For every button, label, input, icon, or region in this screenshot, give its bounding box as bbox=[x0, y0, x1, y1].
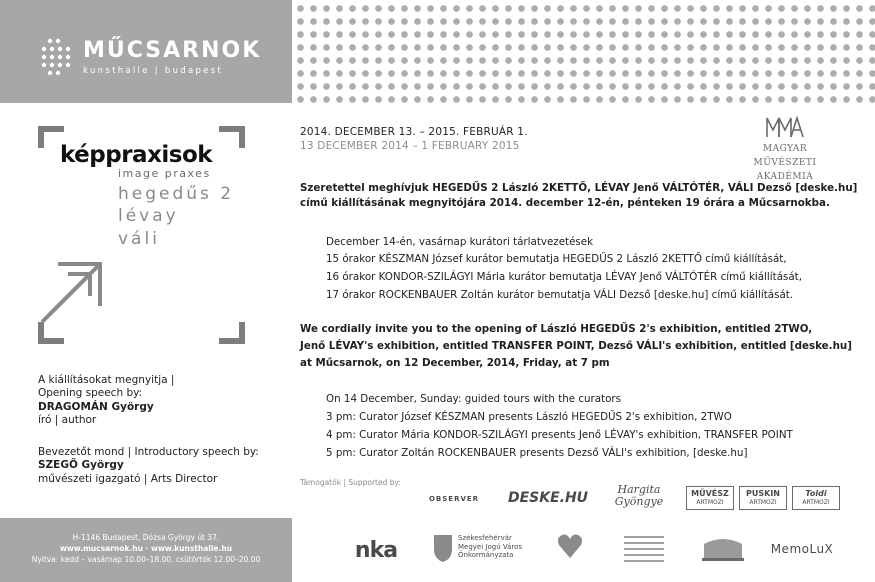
sponsor-city-line-1: Székesfehérvár bbox=[458, 534, 512, 542]
sponsor-muvesz-text: MŰVÉSZ bbox=[691, 489, 729, 498]
sponsor-deske-logo bbox=[507, 486, 589, 510]
exhibition-subtitle: image praxes bbox=[118, 167, 211, 180]
logo-subtitle: kunsthalle | budapest bbox=[83, 66, 224, 76]
artist-name: hegedűs 2 bbox=[118, 184, 235, 204]
dot-pattern-banner bbox=[292, 0, 875, 103]
sponsor-observer-text: OBSERVER bbox=[428, 495, 480, 503]
sponsor-city-line-2: Megyei Jogú Város bbox=[458, 542, 523, 551]
sponsor-toldi-logo bbox=[792, 486, 840, 510]
sponsor-city-logo bbox=[458, 534, 522, 560]
tours-hu-heading: December 14-én, vasárnap kurátori tárlatvezetések bbox=[326, 236, 594, 248]
intro-speech bbox=[38, 446, 259, 486]
tour-en-item: 4 pm: Curator Mária KONDOR-SZILÁGYI presents Jenő LÉVAY's exhibition, TRANSFER POINT bbox=[326, 429, 793, 441]
footer-block bbox=[0, 518, 292, 582]
sponsor-muvesz-logo bbox=[686, 486, 734, 510]
invite-hu-line-2: című kiállításának megnyitójára 2014. december 12-én, pénteken 19 órára a Műcsarnokba. bbox=[300, 197, 830, 209]
sponsor-observer-logo bbox=[418, 484, 490, 514]
academy-logo bbox=[730, 116, 840, 184]
intro-role: művészeti igazgató | Arts Director bbox=[38, 472, 218, 485]
date-english: 13 DECEMBER 2014 – 1 FEBRUARY 2015 bbox=[300, 140, 520, 152]
academy-line-2: AKADÉMIA bbox=[756, 172, 814, 182]
sponsor-deske-text: DESKE.HU bbox=[507, 490, 589, 506]
footer-web[interactable]: www.mucsarnok.hu · www.kunsthalle.hu bbox=[59, 544, 233, 553]
opening-label-en: Opening speech by: bbox=[38, 387, 143, 400]
artist-name: váli bbox=[118, 229, 160, 249]
sponsor-hargita-line-1: Hargita bbox=[617, 483, 661, 496]
sponsor-museum-icon bbox=[620, 530, 668, 564]
invite-en-line-1: We cordially invite you to the opening of László HEGEDŰS 2's exhibition, entitled 2TWO, bbox=[300, 323, 813, 335]
sponsor-nka-text: nka bbox=[354, 537, 398, 563]
tour-hu-item: 17 órakor ROCKENBAUER Zoltán kurátor bemutatja VÁLI Dezső [deske.hu] című kiállítását. bbox=[326, 289, 794, 301]
tour-hu-item: 15 órakor KÉSZMAN József kurátor bemutatja HEGEDŰS 2 László 2KETTŐ című kiállítását, bbox=[326, 253, 787, 265]
sponsor-nka-logo bbox=[346, 533, 406, 567]
invite-en-line-3: at Műcsarnok, on 12 December, 2014, Friday, at 7 pm bbox=[300, 357, 610, 369]
sponsor-toldi-artmozi: ARTMOZI bbox=[802, 499, 830, 506]
opening-role: író | author bbox=[38, 413, 97, 426]
academy-line-1: MAGYAR MŰVÉSZETI bbox=[753, 144, 817, 168]
sponsors-label: Támogatók | Supported by: bbox=[300, 478, 401, 487]
sponsor-puskin-text: PUSKIN bbox=[746, 489, 780, 498]
tour-en-item: 5 pm: Curator Zoltán ROCKENBAUER presents Dezső VÁLI's exhibition, [deske.hu] bbox=[326, 447, 748, 459]
sponsor-heart-icon bbox=[556, 530, 584, 560]
sponsor-muvesz-artmozi: ARTMOZI bbox=[696, 499, 724, 506]
sponsor-puskin-artmozi: ARTMOZI bbox=[749, 499, 777, 506]
sponsor-toldi-text: Toldi bbox=[805, 489, 827, 498]
sponsor-building-icon bbox=[700, 532, 746, 562]
tours-en-heading: On 14 December, Sunday: guided tours with the curators bbox=[326, 393, 622, 405]
logo-dots-icon bbox=[40, 37, 72, 77]
bracket-top-right bbox=[219, 126, 245, 148]
sponsor-memolux-text: MemoLuX bbox=[770, 542, 834, 556]
sponsor-hargita-logo bbox=[608, 479, 670, 513]
opening-speech bbox=[38, 374, 174, 427]
sponsor-hargita-line-2: Gyöngye bbox=[614, 495, 664, 508]
artist-name: lévay bbox=[118, 206, 179, 226]
exhibition-title: képpraxisok bbox=[60, 142, 213, 168]
sponsor-puskin-logo bbox=[739, 486, 787, 510]
invite-hu-line-1: Szeretettel meghívjuk HEGEDŰS 2 László 2KETTŐ, LÉVAY Jenő VÁLTÓTÉR, VÁLI Dezső [deske.hu] bbox=[300, 182, 858, 194]
sponsor-memolux-logo bbox=[764, 538, 840, 560]
logo-name: MŰCSARNOK bbox=[83, 38, 262, 63]
tour-hu-item: 16 órakor KONDOR-SZILÁGYI Mária kurátor bemutatja LÉVAY Jenő VÁLTÓTÉR című kiállítását, bbox=[326, 271, 802, 283]
tour-en-item: 3 pm: Curator József KÉSZMAN presents László HEGEDŰS 2's exhibition, 2TWO bbox=[326, 411, 732, 423]
city-crest-icon bbox=[432, 531, 454, 563]
arrow-up-right-icon bbox=[38, 260, 104, 326]
academy-mark-icon bbox=[765, 116, 805, 138]
opening-speaker: DRAGOMÁN György bbox=[38, 400, 154, 413]
invite-en-line-2: Jenő LÉVAY's exhibition, entitled TRANSFER POINT, Dezső VÁLI's exhibition, entitled [deske.hu] bbox=[300, 340, 852, 352]
footer-address: H-1146 Budapest, Dózsa György út 37. bbox=[72, 533, 220, 542]
sponsor-city-line-3: Önkormányzata bbox=[458, 551, 514, 559]
bracket-bottom-right bbox=[219, 322, 245, 344]
opening-label-hu: A kiállításokat megnyitja | bbox=[38, 374, 175, 386]
date-hungarian: 2014. DECEMBER 13. – 2015. FEBRUÁR 1. bbox=[300, 126, 528, 138]
intro-label: Bevezetőt mond | Introductory speech by: bbox=[38, 446, 259, 458]
footer-hours: Nyitva: kedd – vasárnap 10.00–18.00, csütörtök 12.00–20.00 bbox=[31, 555, 261, 564]
intro-speaker: SZEGŐ György bbox=[38, 459, 124, 472]
